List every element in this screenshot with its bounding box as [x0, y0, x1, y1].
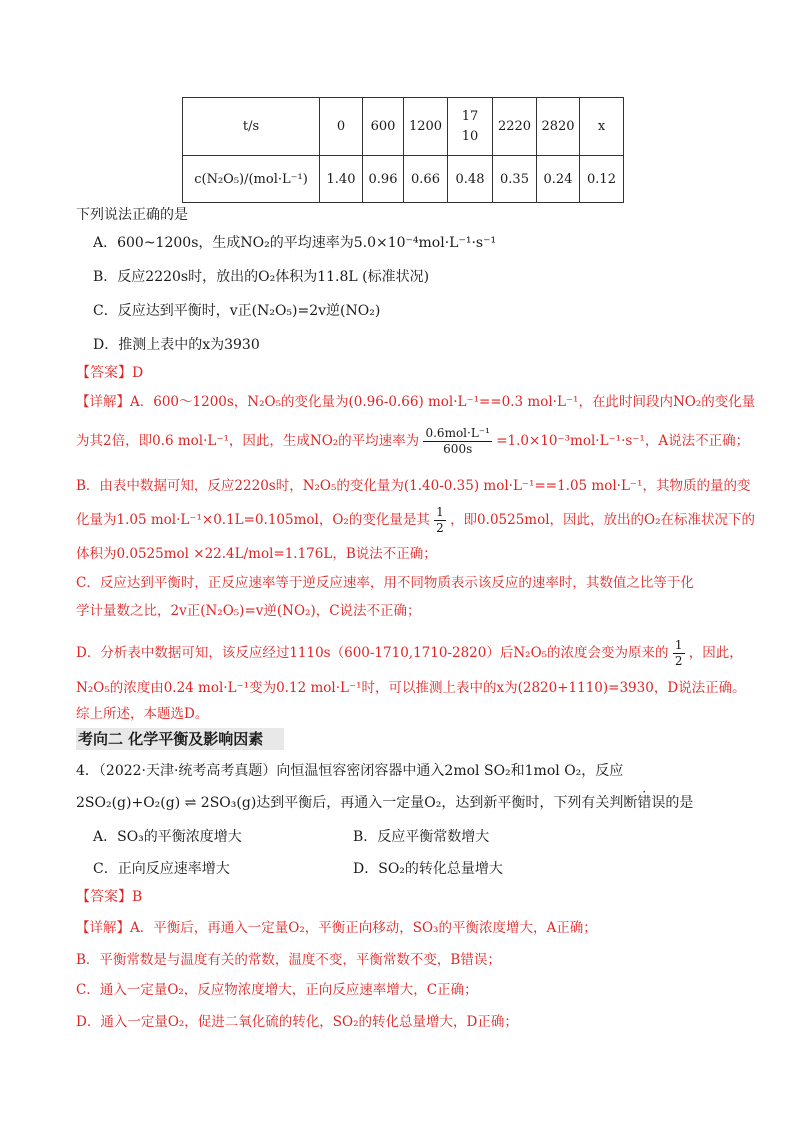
- q4-stem-text-end: 误的是: [651, 795, 694, 811]
- q4-option-a: A．SO₃的平衡浓度增大: [93, 829, 242, 845]
- q3-detail-d-fraction: [673, 638, 685, 669]
- q3-detail-a-fraction: [423, 426, 491, 457]
- table-cell-text: 1710: [461, 108, 479, 144]
- table-cell: 0.48: [448, 156, 493, 203]
- q3-detail-a-result: =1.0×10⁻³mol·L⁻¹·s⁻¹，A说法不正确；: [496, 433, 750, 449]
- q3-detail-c-line2: 学计量数之比，2v正(N₂O₅)=v逆(NO₂)，C说法不正确；: [76, 603, 421, 619]
- section-title: 考向二 化学平衡及影响因素: [76, 728, 284, 750]
- q3-option-b: B．反应2220s时，放出的O₂体积为11.8L (标准状况): [93, 269, 430, 285]
- q3-detail-d-text-2: ，因此，: [688, 645, 743, 661]
- q3-option-c: C．反应达到平衡时，v正(N₂O₅)=2v逆(NO₂): [93, 303, 381, 319]
- q4-detail-c: C．通入一定量O₂，反应物浓度增大，正向反应速率增大，C正确；: [76, 982, 478, 998]
- data-table: [182, 97, 624, 203]
- table-cell: 0.35: [493, 156, 537, 203]
- q3-detail-a-line1: 【详解】A．600～1200s，N₂O₅的变化量为(0.96-0.66) mol·L⁻¹==0.3 mol·L⁻¹，在此时间段内NO₂的变化量: [76, 394, 756, 410]
- fraction-numerator: 1: [436, 505, 444, 519]
- q3-detail-a-line2: [76, 426, 749, 457]
- q3-option-d: D．推测上表中的x为3930: [93, 337, 260, 353]
- q4-stem-text: 2SO₂(g)+O₂(g) ⇌ 2SO₃(g)达到平衡后，再通入一定量O₂，达到新平衡时，下列有关判断: [76, 795, 638, 811]
- q3-detail-b-fraction: [434, 505, 446, 536]
- q3-detail-a-text: 为其2倍，即0.6 mol·L⁻¹，因此，生成NO₂的平均速率为: [76, 433, 420, 449]
- table-cell: 600: [363, 98, 404, 156]
- table-header-time: t/s: [183, 98, 320, 156]
- q4-option-b: B．反应平衡常数增大: [353, 829, 490, 845]
- q3-detail-b-text-2: ，即0.0525mol，因此，放出的O₂在标准状况下的: [450, 512, 756, 528]
- table-row-concentration: [183, 156, 624, 203]
- q3-detail-b-line3: 体积为0.0525mol ×22.4L/mol=1.176L，B说法不正确；: [76, 546, 437, 562]
- q3-detail-d-line1: [76, 638, 743, 669]
- q4-answer: 【答案】B: [76, 889, 143, 905]
- q3-stem: 下列说法正确的是: [76, 207, 188, 223]
- q4-stem-line1: 4．（2022·天津·统考高考真题）向恒温恒容密闭容器中通入2mol SO₂和1mol O₂，反应: [76, 763, 624, 779]
- q3-detail-b-text: 化量为1.05 mol·L⁻¹×0.1L=0.105mol，O₂的变化量是其: [76, 512, 430, 528]
- table-cell: [448, 98, 493, 156]
- fraction-denominator: 600s: [443, 442, 473, 456]
- table-cell: 0.96: [363, 156, 404, 203]
- q4-stem-line2: [76, 792, 693, 812]
- q3-summary: 综上所述，本题选D。: [76, 706, 209, 722]
- table-cell: 1200: [404, 98, 448, 156]
- q3-detail-d-text: D．分析表中数据可知，该反应经过1110s（600-1710,1710-2820）后N₂O₅的浓度会变为原来的: [76, 645, 669, 661]
- q3-detail-b-line2: [76, 505, 755, 536]
- table-cell: 0: [320, 98, 363, 156]
- table-header-concentration: c(N₂O₅)/(mol·L⁻¹): [183, 156, 320, 203]
- table-cell: 0.24: [537, 156, 580, 203]
- q3-option-a: A．600~1200s，生成NO₂的平均速率为5.0×10⁻⁴mol·L⁻¹·s⁻¹: [93, 235, 497, 251]
- q4-detail-a: 【详解】A．平衡后，再通入一定量O₂，平衡正向移动，SO₃的平衡浓度增大，A正确；: [76, 920, 597, 936]
- q3-detail-b-line1: B．由表中数据可知，反应2220s时，N₂O₅的变化量为(1.40-0.35) mol·L⁻¹==1.05 mol·L⁻¹，其物质的量的变: [76, 478, 751, 494]
- fraction-denominator: 2: [674, 654, 683, 668]
- q4-stem-emphasis: 错: [637, 795, 652, 811]
- table-cell: x: [580, 98, 624, 156]
- table-cell: 0.66: [404, 156, 448, 203]
- table-cell: 0.12: [580, 156, 624, 203]
- q3-answer: 【答案】D: [76, 365, 144, 381]
- q4-detail-d: D．通入一定量O₂，促进二氧化硫的转化，SO₂的转化总量增大，D正确；: [76, 1014, 518, 1030]
- q4-detail-b: B．平衡常数是与温度有关的常数，温度不变，平衡常数不变，B错误；: [76, 952, 501, 968]
- fraction-numerator: 0.6mol·L⁻¹: [425, 426, 490, 440]
- q4-option-d: D．SO₂的转化总量增大: [353, 861, 503, 877]
- table-cell: 2220: [493, 98, 537, 156]
- q3-detail-c-line1: C．反应达到平衡时，正反应速率等于逆反应速率，用不同物质表示该反应的速率时，其数值之比等于化: [76, 575, 694, 591]
- q3-detail-d-line2: N₂O₅的浓度由0.24 mol·L⁻¹变为0.12 mol·L⁻¹时，可以推测上表中的x为(2820+1110)=3930，D说法正确。: [76, 680, 746, 696]
- table-cell: 1.40: [320, 156, 363, 203]
- table-cell: 2820: [537, 98, 580, 156]
- q4-option-c: C．正向反应速率增大: [93, 861, 230, 877]
- fraction-numerator: 1: [674, 638, 683, 652]
- fraction-denominator: 2: [436, 521, 444, 535]
- table-row-time: [183, 98, 624, 156]
